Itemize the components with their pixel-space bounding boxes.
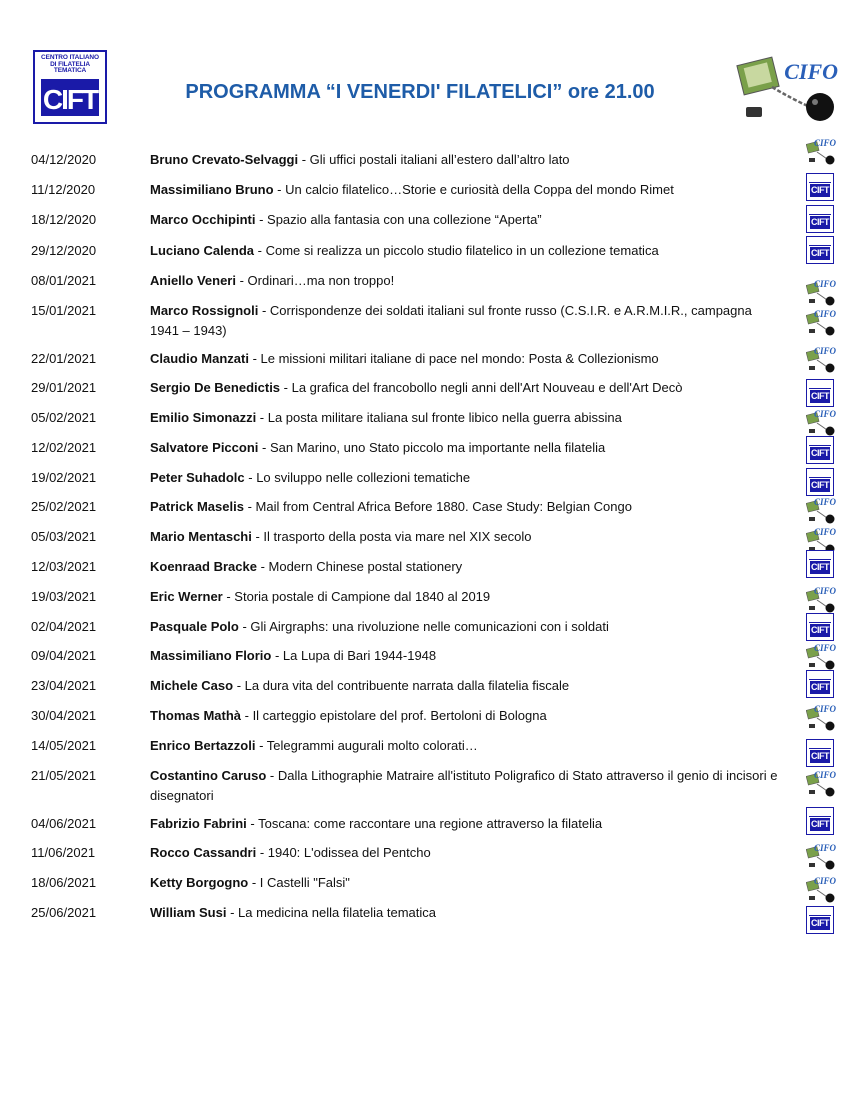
event-description [150, 843, 782, 863]
page-title: PROGRAMMA “I VENERDI' FILATELICI” ore 21.00 [185, 81, 655, 103]
cift-icon-bar [809, 471, 831, 478]
event-date: 05/03/2021 [31, 529, 97, 544]
cift-icon-bar [809, 810, 831, 817]
event-speaker: Peter Suhadolc [150, 470, 245, 485]
cifo-icon [806, 706, 836, 732]
cifo-icon-text: CIFO [813, 346, 836, 356]
event-speaker: Massimiliano Florio [150, 648, 272, 663]
event-date: 02/04/2021 [31, 619, 97, 634]
event-description [150, 408, 782, 428]
cift-icon-mark: CIFT [811, 248, 829, 258]
cifo-logo-text: CIFO [784, 59, 838, 84]
event-date: 14/05/2021 [31, 738, 97, 753]
event-description [150, 210, 782, 230]
cift-icon-bar [809, 382, 831, 389]
event-speaker: Marco Occhipinti [150, 212, 256, 227]
event-date: 04/06/2021 [31, 816, 97, 831]
cifo-icon [806, 281, 836, 307]
event-topic: - Mail from Central Africa Before 1880. Case Study: Belgian Congo [243, 499, 632, 514]
event-description [150, 241, 782, 261]
cift-icon-mark: CIFT [811, 819, 829, 829]
cift-icon-bar [809, 742, 831, 749]
cift-icon [806, 436, 834, 464]
cifo-icon-text: CIFO [813, 843, 836, 853]
cifo-icon [806, 140, 836, 166]
cifo-icon [806, 588, 836, 614]
event-date: 18/12/2020 [31, 212, 97, 227]
event-description [150, 527, 782, 547]
event-topic: - La grafica del francobollo negli anni dell'Art Nouveau e dell'Art Decò [280, 380, 683, 395]
event-date: 09/04/2021 [31, 648, 97, 663]
cifo-icon-text: CIFO [813, 409, 836, 419]
cifo-icon-text: CIFO [813, 497, 836, 507]
cifo-icon [806, 878, 836, 904]
event-topic: - Le missioni militari italiane di pace nel mondo: Posta & Collezionismo [248, 351, 659, 366]
event-topic: - Storia postale di Campione dal 1840 al 2019 [222, 589, 491, 604]
event-date: 30/04/2021 [31, 708, 97, 723]
event-description [150, 903, 782, 923]
event-topic: - Lo sviluppo nelle collezioni tematiche [244, 470, 471, 485]
event-speaker: Ketty Borgogno [150, 875, 249, 890]
event-speaker: Enrico Bertazzoli [150, 738, 256, 753]
cift-icon [806, 379, 834, 407]
cift-icon-bar [809, 909, 831, 916]
cift-icon-bar [809, 616, 831, 623]
cift-icon-mark: CIFT [811, 448, 829, 458]
event-description [150, 736, 782, 756]
event-topic: - Come si realizza un piccolo studio filatelico in un collezione tematica [254, 243, 659, 258]
event-date: 25/06/2021 [31, 905, 97, 920]
event-topic: - Modern Chinese postal stationery [256, 559, 463, 574]
cifo-icon [806, 499, 836, 525]
cift-icon [806, 807, 834, 835]
cifo-icon-text: CIFO [813, 309, 836, 319]
event-description [150, 349, 782, 369]
event-speaker: Emilio Simonazzi [150, 410, 257, 425]
event-topic: - I Castelli "Falsi" [248, 875, 350, 890]
cift-icon-bar [809, 239, 831, 246]
cifo-icon [806, 645, 836, 671]
cift-logo-text: CENTRO ITALIANO DI FILATELIA TEMATICA [41, 54, 99, 74]
event-description [150, 587, 782, 607]
event-date: 15/01/2021 [31, 303, 97, 318]
event-speaker: Koenraad Bracke [150, 559, 257, 574]
event-topic: - Corrispondenze dei soldati italiani sul fronte russo (C.S.I.R. e A.R.M.I.R., campagna 1941 – 1943) [150, 303, 752, 338]
event-date: 19/02/2021 [31, 470, 97, 485]
cifo-icon-text: CIFO [813, 527, 836, 537]
event-topic: - Dalla Lithographie Matraire all'istituto Poligrafico di Stato attraverso il genio di incisori e disegnatori [150, 768, 778, 803]
cifo-icon [806, 845, 836, 871]
event-speaker: Pasquale Polo [150, 619, 239, 634]
cift-icon-mark: CIFT [811, 217, 829, 227]
event-description [150, 438, 782, 458]
cift-logo-mark: CIFT [42, 84, 98, 115]
event-speaker: Aniello Veneri [150, 273, 236, 288]
event-date: 05/02/2021 [31, 410, 97, 425]
cift-icon-mark: CIFT [811, 682, 829, 692]
event-topic: - Spazio alla fantasia con una collezione “Aperta” [255, 212, 542, 227]
cift-icon-mark: CIFT [811, 751, 829, 761]
event-date: 11/06/2021 [31, 845, 96, 860]
event-date: 25/02/2021 [31, 499, 97, 514]
event-date: 08/01/2021 [31, 273, 97, 288]
cifo-icon [806, 411, 836, 437]
event-date: 12/02/2021 [31, 440, 97, 455]
cift-icon-mark: CIFT [811, 185, 829, 195]
cifo-icon [806, 772, 836, 798]
event-speaker: Sergio De Benedictis [150, 380, 281, 395]
cift-icon [806, 613, 834, 641]
event-speaker: Costantino Caruso [150, 768, 267, 783]
event-speaker: Patrick Maselis [150, 499, 244, 514]
event-speaker: Rocco Cassandri [150, 845, 257, 860]
cift-icon-bar [809, 553, 831, 560]
event-topic: - La posta militare italiana sul fronte libico nella guerra abissina [256, 410, 622, 425]
cifo-icon-text: CIFO [813, 704, 836, 714]
event-description [150, 301, 782, 341]
event-date: 29/01/2021 [31, 380, 97, 395]
event-description [150, 378, 782, 398]
event-speaker: Salvatore Picconi [150, 440, 259, 455]
cift-icon-mark: CIFT [811, 391, 829, 401]
event-speaker: Claudio Manzati [150, 351, 249, 366]
event-topic: - La medicina nella filatelia tematica [226, 905, 437, 920]
cifo-icon-text: CIFO [813, 586, 836, 596]
cift-icon [806, 739, 834, 767]
event-topic: - Toscana: come raccontare una regione attraverso la filatelia [246, 816, 603, 831]
event-date: 11/12/2020 [31, 182, 96, 197]
event-description [150, 873, 782, 893]
event-date: 21/05/2021 [31, 768, 97, 783]
event-topic: - Gli Airgraphs: una rivoluzione nelle comunicazioni con i soldati [238, 619, 609, 634]
event-description [150, 766, 782, 806]
cift-icon [806, 550, 834, 578]
event-description [150, 468, 782, 488]
event-date: 18/06/2021 [31, 875, 97, 890]
event-description [150, 706, 782, 726]
cifo-icon-text: CIFO [813, 643, 836, 653]
event-date: 23/04/2021 [31, 678, 97, 693]
event-description [150, 180, 782, 200]
cifo-icon [806, 348, 836, 374]
event-speaker: Luciano Calenda [150, 243, 255, 258]
event-topic: - La Lupa di Bari 1944-1948 [271, 648, 437, 663]
event-speaker: Marco Rossignoli [150, 303, 259, 318]
event-topic: - Un calcio filatelico…Storie e curiosità della Coppa del mondo Rimet [273, 182, 674, 197]
cift-icon [806, 670, 834, 698]
cift-icon-mark: CIFT [811, 625, 829, 635]
cift-icon [806, 906, 834, 934]
cift-icon-bar [809, 208, 831, 215]
event-description [150, 497, 782, 517]
event-speaker: William Susi [150, 905, 227, 920]
event-description [150, 557, 782, 577]
cift-icon-mark: CIFT [811, 480, 829, 490]
event-date: 04/12/2020 [31, 152, 97, 167]
event-description [150, 676, 782, 696]
event-speaker: Michele Caso [150, 678, 234, 693]
cifo-icon-text: CIFO [813, 876, 836, 886]
event-description [150, 617, 782, 637]
cift-icon-mark: CIFT [811, 562, 829, 572]
cift-icon-bar [809, 673, 831, 680]
event-speaker: Massimiliano Bruno [150, 182, 274, 197]
cifo-icon-text: CIFO [813, 279, 836, 289]
cift-icon [806, 205, 834, 233]
cifo-icon-text: CIFO [813, 770, 836, 780]
event-topic: - Gli uffici postali italiani all’estero dall’altro lato [298, 152, 570, 167]
event-topic: - Ordinari…ma non troppo! [235, 273, 395, 288]
event-speaker: Bruno Crevato-Selvaggi [150, 152, 299, 167]
cift-icon-bar [809, 439, 831, 446]
event-date: 29/12/2020 [31, 243, 97, 258]
event-speaker: Eric Werner [150, 589, 223, 604]
event-date: 12/03/2021 [31, 559, 97, 574]
event-speaker: Thomas Mathà [150, 708, 242, 723]
cifo-icon-text: CIFO [813, 138, 836, 148]
cift-icon-bar [809, 176, 831, 183]
cift-icon-mark: CIFT [811, 918, 829, 928]
event-description [150, 150, 782, 170]
event-topic: - Il carteggio epistolare del prof. Bertoloni di Bologna [241, 708, 547, 723]
event-topic: - Il trasporto della posta via mare nel XIX secolo [251, 529, 532, 544]
cift-icon [806, 236, 834, 264]
event-speaker: Mario Mentaschi [150, 529, 252, 544]
cift-icon [806, 468, 834, 496]
event-topic: - La dura vita del contribuente narrata dalla filatelia fiscale [233, 678, 570, 693]
event-topic: - 1940: L'odissea del Pentcho [256, 845, 431, 860]
event-speaker: Fabrizio Fabrini [150, 816, 247, 831]
event-description [150, 814, 782, 834]
event-date: 19/03/2021 [31, 589, 97, 604]
event-topic: - San Marino, uno Stato piccolo ma importante nella filatelia [258, 440, 606, 455]
cifo-icon [806, 311, 836, 337]
event-date: 22/01/2021 [31, 351, 97, 366]
event-description [150, 271, 782, 291]
event-description [150, 646, 782, 666]
cift-icon [806, 173, 834, 201]
event-topic: - Telegrammi augurali molto colorati… [255, 738, 478, 753]
